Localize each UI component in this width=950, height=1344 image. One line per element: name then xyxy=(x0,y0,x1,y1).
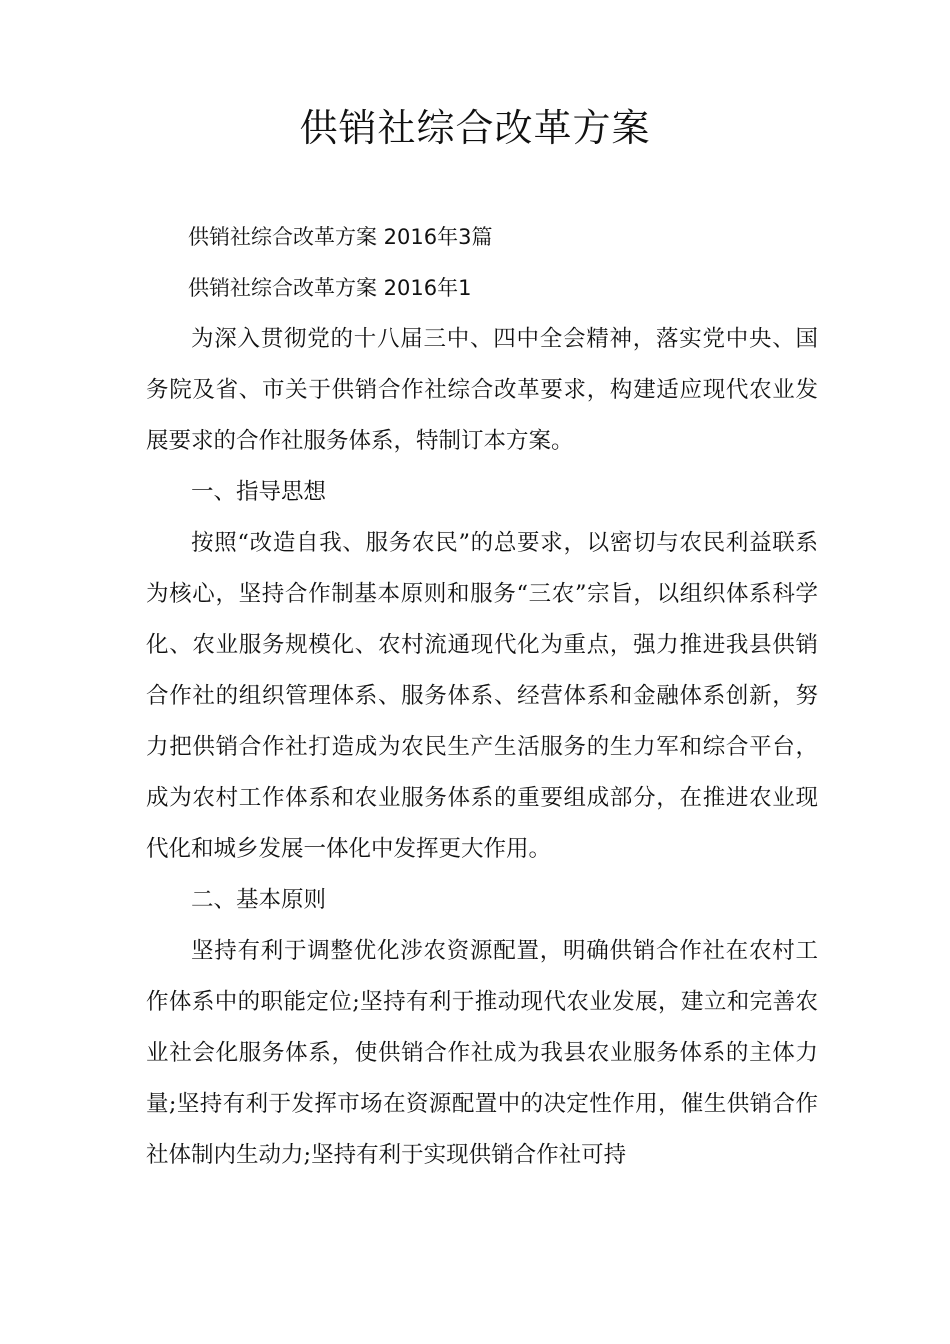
document-body xyxy=(146,212,818,1181)
section-heading: 二、基本原则 xyxy=(191,887,327,913)
body-paragraph: 按照“改造自我、服务农民”的总要求，以密切与农民利益联系为核心，坚持合作制基本原则和服务“三农”宗旨，以组织体系科学化、农业服务规模化、农村流通现代化为重点，强力推进我县供销合作社的组织管理体系、服务体系、经营体系和金融体系创新，努力把供销合作社打造成为农民生产生活服务的生力军和综合平台，成为农村工作体系和农业服务体系的重要组成部分，在推进农业现代化和城乡发展一体化中发挥更大作用。 xyxy=(146,530,818,862)
subtitle-line: 供销社综合改革方案 2016年3篇 xyxy=(188,225,493,249)
body-paragraph: 坚持有利于调整优化涉农资源配置，明确供销合作社在农村工作体系中的职能定位;坚持有利于推动现代农业发展，建立和完善农业社会化服务体系，使供销合作社成为我县农业服务体系的主体力量;坚持有利于发挥市场在资源配置中的决定性作用，催生供销合作社体制内生动力;坚持有利于实现供销合作社可持 xyxy=(146,938,818,1168)
body-paragraph: 为深入贯彻党的十八届三中、四中全会精神，落实党中央、国务院及省、市关于供销合作社综合改革要求，构建适应现代农业发展要求的合作社服务体系，特制订本方案。 xyxy=(146,326,818,454)
document-title: 供销社综合改革方案 xyxy=(299,106,651,150)
section-heading: 一、指导思想 xyxy=(191,479,327,505)
subtitle-line: 供销社综合改革方案 2016年1 xyxy=(188,276,472,300)
